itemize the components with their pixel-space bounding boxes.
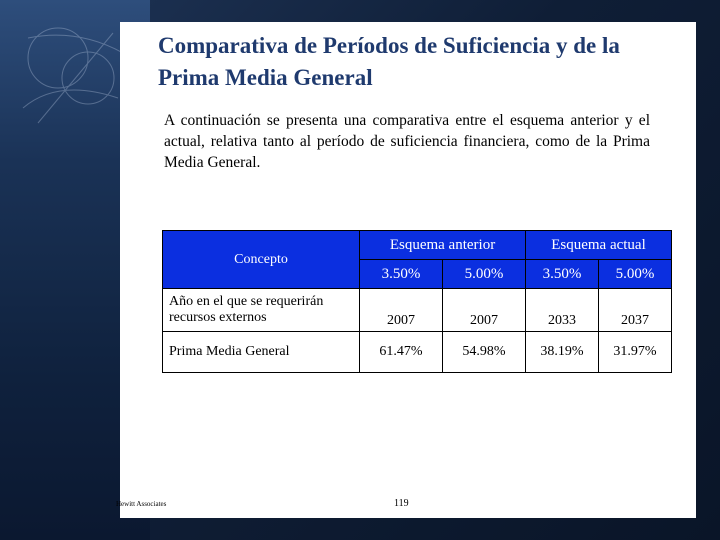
concept-header: Concepto: [163, 231, 360, 289]
table-cell: 2007: [360, 289, 443, 332]
table-cell: 61.47%: [360, 332, 443, 373]
rate-header: 5.00%: [443, 260, 526, 289]
table-row: [163, 332, 672, 373]
table-cell: 38.19%: [526, 332, 599, 373]
decorative-pattern-icon: [18, 18, 130, 128]
rate-header: 3.50%: [360, 260, 443, 289]
table-cell: 2037: [599, 289, 672, 332]
footer-company: Hewitt Associates: [116, 500, 167, 508]
table-cell: 31.97%: [599, 332, 672, 373]
comparison-table: [162, 230, 672, 373]
table-cell: 54.98%: [443, 332, 526, 373]
slide-title: Comparativa de Períodos de Suficiencia y de la Prima Media General: [158, 33, 620, 90]
slide-canvas: [116, 22, 696, 518]
row-label: Prima Media General: [163, 332, 360, 373]
table-cell: 2007: [443, 289, 526, 332]
group-header-anterior: Esquema anterior: [360, 231, 526, 260]
table-row: [163, 289, 672, 332]
intro-paragraph: A continuación se presenta una comparativa entre el esquema anterior y el actual, relativa tanto al período de suficiencia financiera, como de la Prima Media General.: [164, 112, 650, 171]
group-header-actual: Esquema actual: [526, 231, 672, 260]
rate-header: 5.00%: [599, 260, 672, 289]
rate-header: 3.50%: [526, 260, 599, 289]
page-number: 119: [394, 498, 409, 509]
table-cell: 2033: [526, 289, 599, 332]
row-label: Año en el que se requerirán recursos externos: [163, 289, 360, 332]
